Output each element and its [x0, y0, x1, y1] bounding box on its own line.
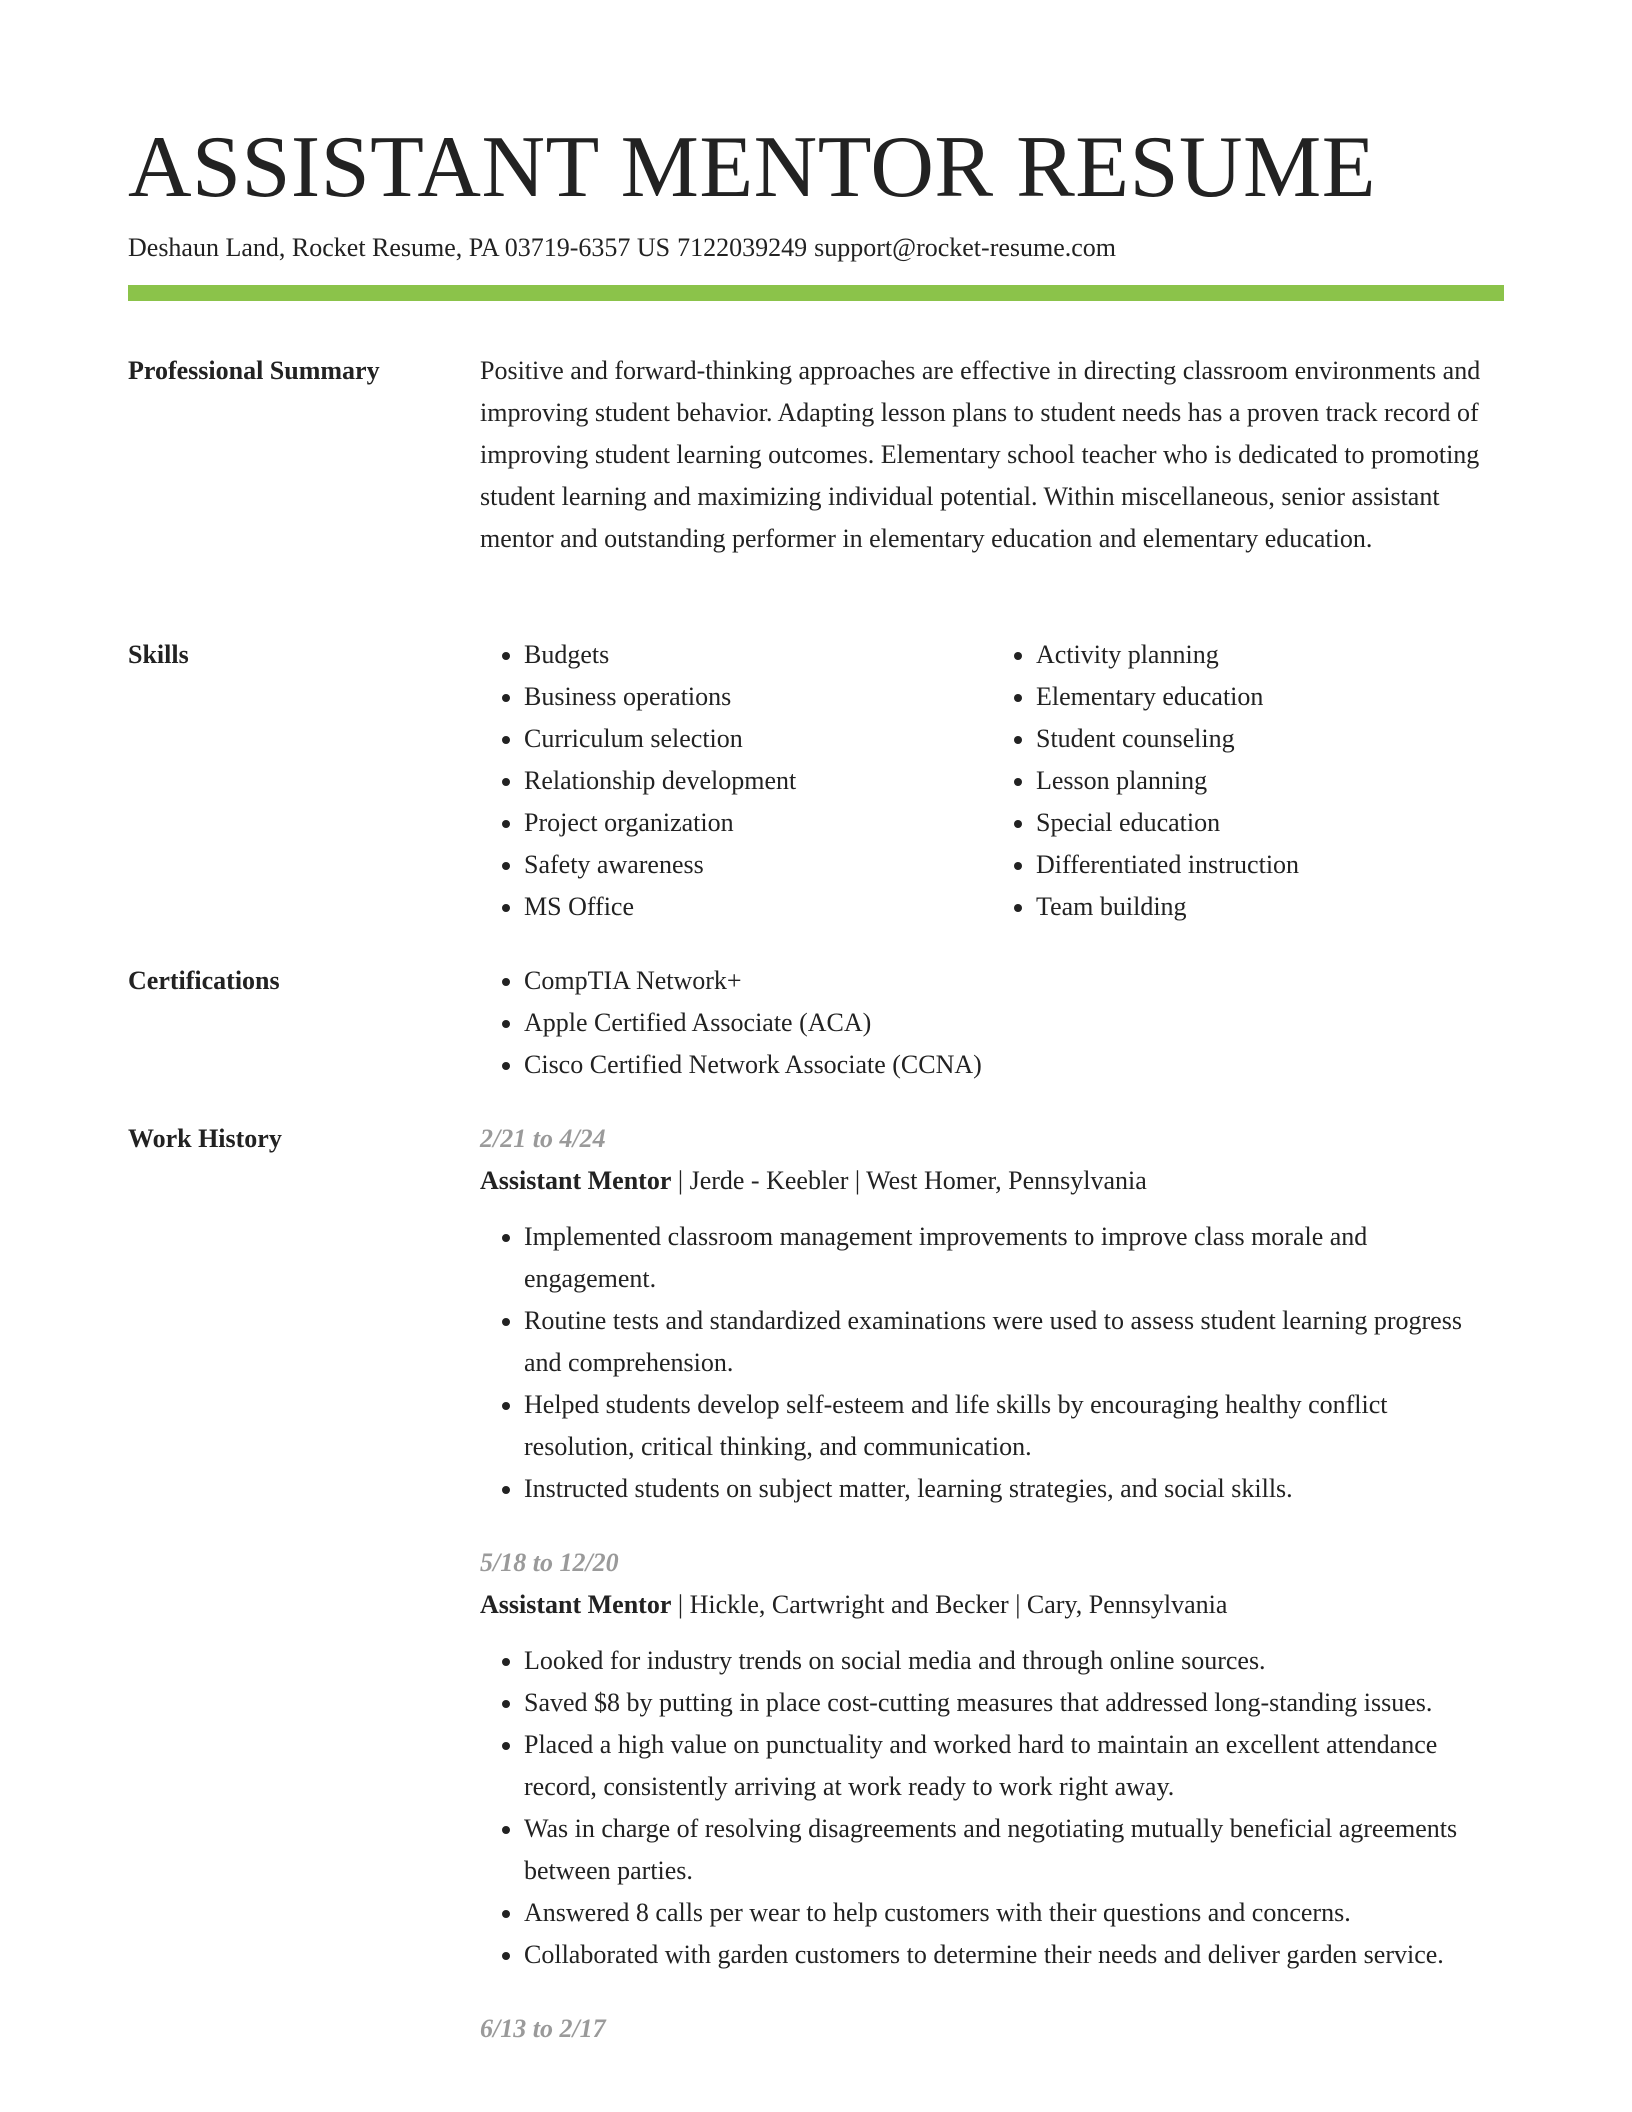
- job-entry: [480, 1118, 1504, 1510]
- job-duty-item: • Instructed students on subject matter, learning strategies, and social skills.: [524, 1468, 1504, 1510]
- job-entry: [480, 2008, 1504, 2050]
- job-duty-item: • Was in charge of resolving disagreements and negotiating mutually beneficial agreements between parties.: [524, 1808, 1504, 1892]
- job-duty-item: • Routine tests and standardized examinations were used to assess student learning progress and comprehension.: [524, 1300, 1504, 1384]
- skill-item: • Budgets: [524, 634, 948, 676]
- certification-item: • CompTIA Network+: [524, 960, 1504, 1002]
- job-dates: 2/21 to 4/24: [480, 1124, 606, 1153]
- job-duties-list: [480, 1640, 1504, 1976]
- job-duty-item: • Saved $8 by putting in place cost-cutting measures that addressed long-standing issues.: [524, 1682, 1504, 1724]
- job-employer-location: | Hickle, Cartwright and Becker | Cary, Pennsylvania: [671, 1590, 1228, 1619]
- accent-divider: [128, 285, 1504, 301]
- job-employer-location: | Jerde - Keebler | West Homer, Pennsylvania: [671, 1166, 1147, 1195]
- skill-item: • Elementary education: [1036, 676, 1460, 718]
- job-title-line: [480, 1584, 1504, 1626]
- skill-item: • Team building: [1036, 886, 1460, 928]
- job-duty-item: • Placed a high value on punctuality and worked hard to maintain an excellent attendance record, consistently arriving at work ready to work right away.: [524, 1724, 1504, 1808]
- skill-item: • Curriculum selection: [524, 718, 948, 760]
- summary-heading: Professional Summary: [128, 356, 380, 385]
- skills-heading: Skills: [128, 640, 189, 669]
- work-history-body: [480, 1118, 1504, 2082]
- job-role: Assistant Mentor: [480, 1590, 672, 1619]
- certification-item: • Cisco Certified Network Associate (CCNA): [524, 1044, 1504, 1086]
- job-duties-list: [480, 1216, 1504, 1510]
- certifications-list: [480, 960, 1504, 1086]
- skills-list-right: [992, 634, 1460, 928]
- job-duty-item: • Looked for industry trends on social media and through online sources.: [524, 1640, 1504, 1682]
- job-title-line: [480, 1160, 1504, 1202]
- skill-item: • Differentiated instruction: [1036, 844, 1460, 886]
- summary-body: [480, 350, 1504, 560]
- skill-item: • Lesson planning: [1036, 760, 1460, 802]
- contact-address: Deshaun Land, Rocket Resume, PA 03719-6357 US: [128, 233, 671, 262]
- skill-item: • Project organization: [524, 802, 948, 844]
- certification-item: • Apple Certified Associate (ACA): [524, 1002, 1504, 1044]
- job-duty-item: • Implemented classroom management improvements to improve class morale and engagement.: [524, 1216, 1504, 1300]
- job-duty-item: • Collaborated with garden customers to determine their needs and deliver garden service.: [524, 1934, 1504, 1976]
- work-history-heading: Work History: [128, 1124, 282, 1153]
- certifications-heading: Certifications: [128, 966, 280, 995]
- skills-list-left: [480, 634, 948, 928]
- job-duty-item: • Helped students develop self-esteem and life skills by encouraging healthy conflict resolution, critical thinking, and communication.: [524, 1384, 1504, 1468]
- skills-body: [480, 634, 1504, 928]
- skill-item: • Student counseling: [1036, 718, 1460, 760]
- job-dates: 6/13 to 2/17: [480, 2014, 606, 2043]
- resume-title: ASSISTANT MENTOR RESUME: [128, 119, 1377, 216]
- skill-item: • Business operations: [524, 676, 948, 718]
- skill-item: • Activity planning: [1036, 634, 1460, 676]
- contact-line: [128, 230, 1116, 266]
- job-role: Assistant Mentor: [480, 1166, 672, 1195]
- job-dates: 5/18 to 12/20: [480, 1548, 619, 1577]
- skill-item: • MS Office: [524, 886, 948, 928]
- contact-phone: 7122039249: [677, 233, 808, 262]
- summary-text: Positive and forward-thinking approaches are effective in directing classroom environments and improving student behavior. Adapting lesson plans to student needs has a proven track record of improving student learning outcomes. Elementary school teacher who is dedicated to promoting student learning and maximizing individual potential. Within miscellaneous, senior assistant mentor and outstanding performer in elementary education and elementary education.: [480, 356, 1481, 553]
- skill-item: • Special education: [1036, 802, 1460, 844]
- skill-item: • Relationship development: [524, 760, 948, 802]
- contact-email: support@rocket-resume.com: [814, 233, 1117, 262]
- job-duty-item: • Answered 8 calls per wear to help customers with their questions and concerns.: [524, 1892, 1504, 1934]
- skill-item: • Safety awareness: [524, 844, 948, 886]
- job-entry: [480, 1542, 1504, 1976]
- certifications-body: [480, 960, 1504, 1086]
